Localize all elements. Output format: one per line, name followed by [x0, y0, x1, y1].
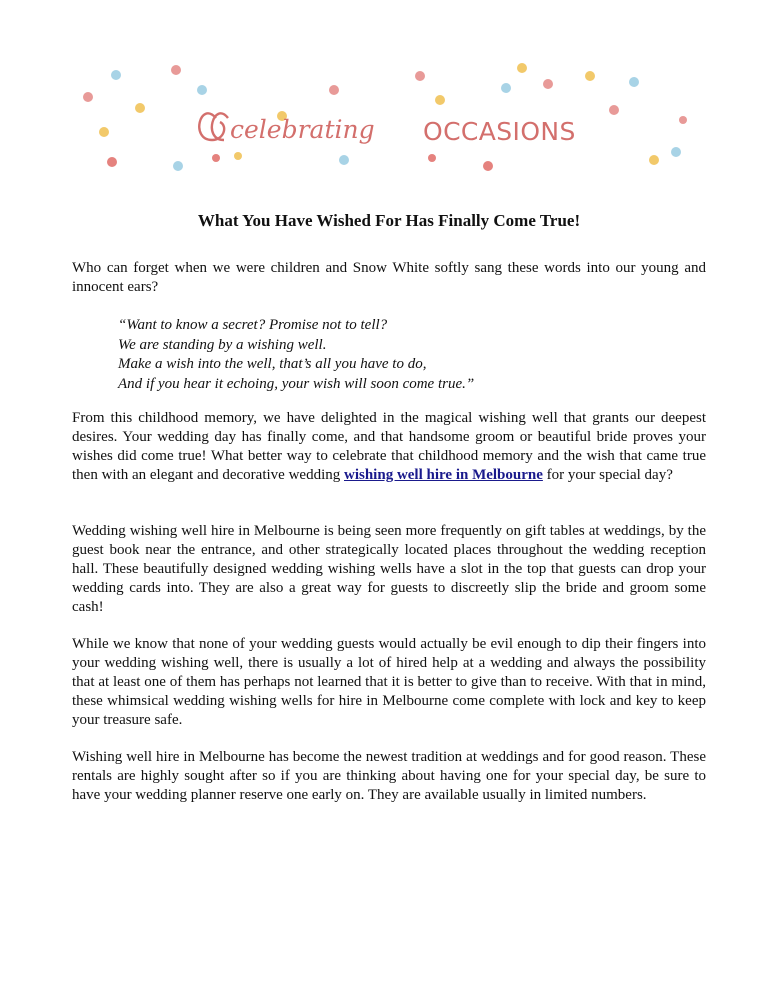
confetti-dot: [428, 154, 436, 162]
page-title: What You Have Wished For Has Finally Come True!: [197, 211, 581, 230]
confetti-dot: [585, 71, 595, 81]
confetti-dot: [107, 157, 117, 167]
confetti-dot: [501, 83, 511, 93]
confetti-dot: [649, 155, 659, 165]
confetti-dot: [609, 105, 619, 115]
confetti-dot: [671, 147, 681, 157]
paragraph-childhood-memory: [72, 409, 706, 485]
paragraph-gift-tables: Wedding wishing well hire in Melbourne is being seen more frequently on gift tables at weddings, by the guest book near the entrance, and other strategically located places throughout the wedding reception hall. These beautifully designed wedding wishing wells have a slot in the top that guests can drop your wedding cards into. They are also a great way for guests to discreetly slip the bride and groom some cash!: [72, 523, 706, 615]
logo-text-script: celebrating: [230, 115, 375, 144]
confetti-dot: [415, 71, 425, 81]
confetti-dot: [173, 161, 183, 171]
intro-paragraph: Who can forget when we were children and Snow White softly sang these words into our young and innocent ears?: [72, 260, 706, 295]
paragraph-newest-tradition: Wishing well hire in Melbourne has become the newest tradition at weddings and for good reason. These rentals are highly sought after so if you are thinking about having one for your special day, be sure to have your wedding planner reserve one early on. They are available usually in limited numbers.: [72, 749, 706, 803]
confetti-dot: [483, 161, 493, 171]
paragraph-text: for your special day?: [542, 467, 673, 483]
confetti-dot: [517, 63, 527, 73]
poem-line: And if you hear it echoing, your wish will soon come true.”: [118, 375, 475, 392]
wishing-well-hire-link[interactable]: wishing well hire in Melbourne: [344, 467, 543, 483]
paragraph-lock-and-key: While we know that none of your wedding guests would actually be evil enough to dip their fingers into your wedding wishing well, there is usually a lot of hired help at a wedding and always the possibility that at least one of them has perhaps not learned that it is better to give than to receive. With that in mind, these whimsical wedding wishing wells for hire in Melbourne come complete with lock and key to keep your treasure safe.: [72, 636, 706, 728]
logo-text-caps: OCCASIONS: [423, 117, 576, 146]
poem-line: Make a wish into the well, that’s all you have to do,: [118, 356, 427, 372]
confetti-dot: [629, 77, 639, 87]
confetti-dot: [197, 85, 207, 95]
confetti-dot: [329, 85, 339, 95]
confetti-dot: [212, 154, 220, 162]
confetti-dot: [135, 103, 145, 113]
confetti-dot: [234, 152, 242, 160]
confetti-dot: [83, 92, 93, 102]
confetti-dot: [543, 79, 553, 89]
confetti-dot: [111, 70, 121, 80]
poem-line: “Want to know a secret? Promise not to tell?: [118, 317, 388, 333]
confetti-dot: [435, 95, 445, 105]
paragraph-text: From this childhood memory, we have delighted in the magical wishing well that grants our deepest desires. Your wedding day has finally come, and that handsome groom or beautiful bride proves your wishes did come true! What better way to celebrate that childhood memory and the wish that came true then with an elegant and decorative wedding: [72, 410, 706, 483]
confetti-dot: [679, 116, 687, 124]
confetti-dot: [171, 65, 181, 75]
poem-line: We are standing by a wishing well.: [118, 336, 327, 353]
confetti-dots-logo: [78, 60, 690, 175]
confetti-dot: [339, 155, 349, 165]
confetti-dot: [99, 127, 109, 137]
celebrating-occasions-logo-banner: [78, 60, 690, 175]
poem-block: [118, 316, 678, 394]
